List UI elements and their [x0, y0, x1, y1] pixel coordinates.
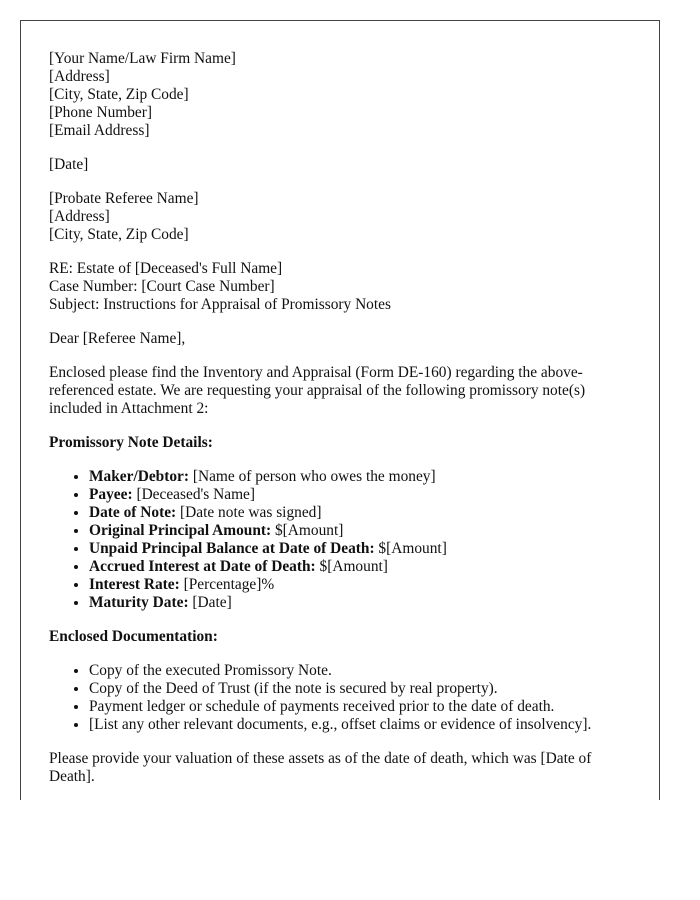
list-item: • [List any other relevant documents, e.g., offset claims or evidence of insolvency]. — [89, 716, 631, 734]
case-number-line: Case Number: [Court Case Number] — [49, 278, 275, 295]
letter-date: [Date] — [49, 156, 89, 173]
list-item — [89, 522, 631, 540]
recipient-address: [Address] — [49, 208, 110, 225]
intro-paragraph: Enclosed please find the Inventory and Appraisal (Form DE-160) regarding the above-referenced estate. We are requesting your appraisal of the following promissory note(s) included in Attachment 2: — [49, 364, 586, 417]
list-item: • Payment ledger or schedule of payments received prior to the date of death. — [89, 698, 631, 716]
detail-label: Maturity Date: — [89, 594, 189, 611]
list-item: • Copy of the Deed of Trust (if the note is secured by real property). — [89, 680, 631, 698]
detail-value: $[Amount] — [271, 522, 344, 539]
sender-city-state-zip: [City, State, Zip Code] — [49, 86, 189, 103]
detail-label: Maker/Debtor: — [89, 468, 190, 485]
sender-name: [Your Name/Law Firm Name] — [49, 50, 236, 67]
subject-line: Subject: Instructions for Appraisal of Promissory Notes — [49, 296, 391, 313]
detail-label: Date of Note: — [89, 504, 177, 521]
list-item — [89, 486, 631, 504]
detail-label: Original Principal Amount: — [89, 522, 272, 539]
note-details-list — [49, 468, 631, 612]
detail-value: [Deceased's Name] — [132, 486, 256, 503]
sender-email: [Email Address] — [49, 122, 150, 139]
detail-value: $[Amount] — [374, 540, 447, 557]
sender-phone: [Phone Number] — [49, 104, 153, 121]
closing-request-paragraph: Please provide your valuation of these assets as of the date of death, which was [Date of Death]. — [49, 750, 592, 785]
re-line: RE: Estate of [Deceased's Full Name] — [49, 260, 283, 277]
list-item — [89, 468, 631, 486]
list-item — [89, 504, 631, 522]
list-item — [89, 558, 631, 576]
detail-value: [Date] — [188, 594, 232, 611]
letter-page — [20, 20, 660, 800]
reference-block — [49, 260, 631, 314]
list-item — [89, 576, 631, 594]
salutation: Dear [Referee Name], — [49, 330, 186, 347]
recipient-city-state-zip: [City, State, Zip Code] — [49, 226, 189, 243]
list-item — [89, 540, 631, 558]
note-details-heading: Promissory Note Details: — [49, 434, 213, 451]
sender-block — [49, 50, 631, 140]
recipient-block — [49, 190, 631, 244]
recipient-name: [Probate Referee Name] — [49, 190, 199, 207]
list-item — [89, 594, 631, 612]
detail-value: $[Amount] — [315, 558, 388, 575]
documentation-list — [49, 662, 631, 734]
detail-value: [Name of person who owes the money] — [189, 468, 436, 485]
detail-value: [Percentage]% — [179, 576, 275, 593]
detail-label: Payee: — [89, 486, 133, 503]
date-block — [49, 156, 631, 174]
detail-label: Accrued Interest at Date of Death: — [89, 558, 316, 575]
detail-value: [Date note was signed] — [176, 504, 322, 521]
documentation-heading: Enclosed Documentation: — [49, 628, 218, 645]
sender-address: [Address] — [49, 68, 110, 85]
detail-label: Interest Rate: — [89, 576, 180, 593]
list-item: • Copy of the executed Promissory Note. — [89, 662, 631, 680]
detail-label: Unpaid Principal Balance at Date of Death: — [89, 540, 375, 557]
